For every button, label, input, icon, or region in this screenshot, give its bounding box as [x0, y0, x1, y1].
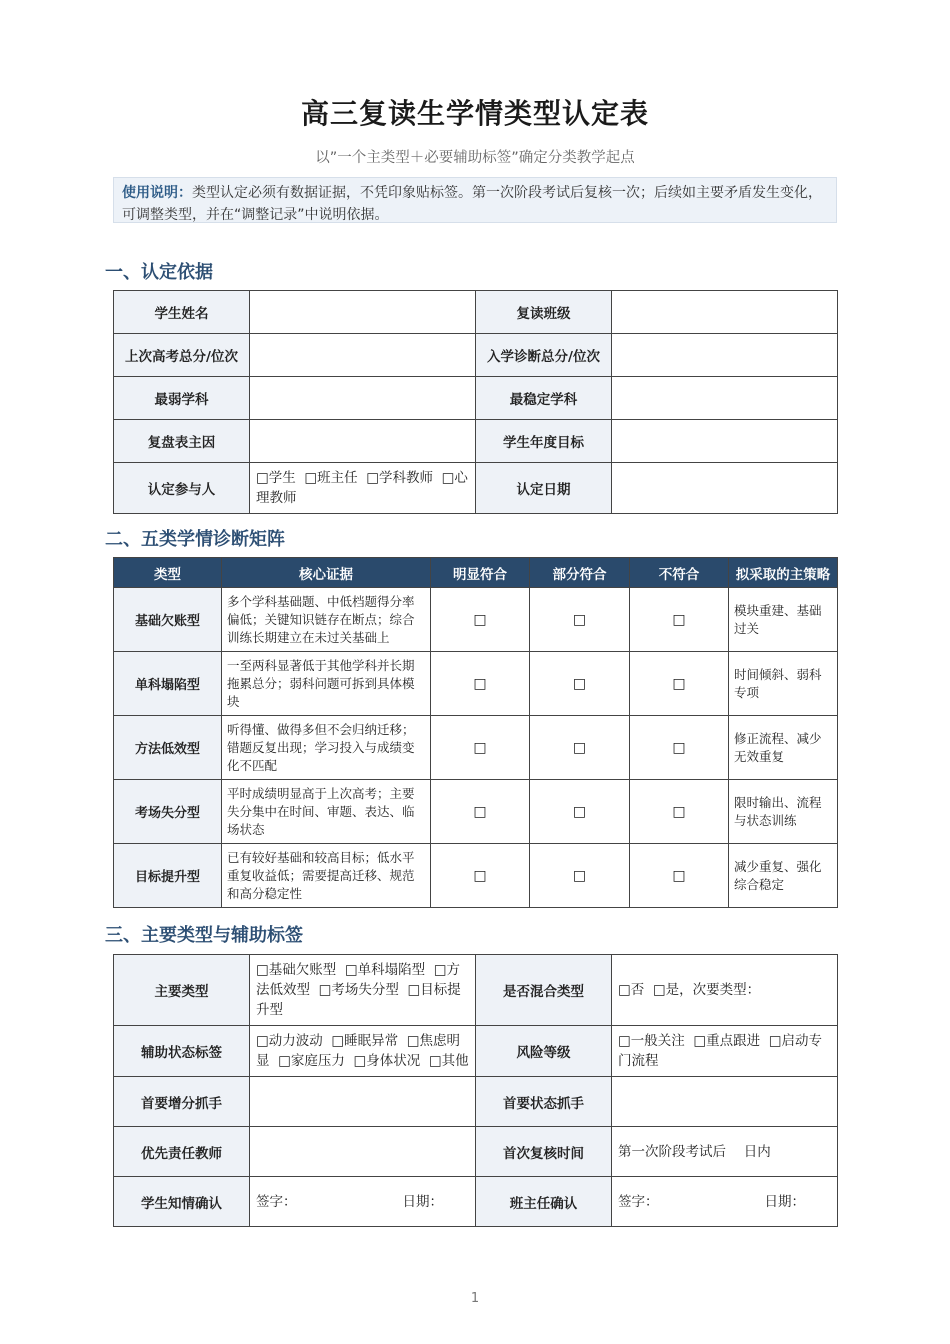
label-score-lever: 首要增分抓手: [114, 1077, 250, 1127]
date-label: 日期：: [402, 1193, 443, 1210]
row-evidence: 多个学科基础题、中低档题得分率偏低；关键知识链存在断点；综合训练长期建立在未过关基础上: [222, 588, 431, 652]
label-annual-goal: 学生年度目标: [476, 420, 612, 463]
sign-label: 签字：: [618, 1193, 659, 1210]
label-last-score: 上次高考总分/位次: [114, 334, 250, 377]
checkbox-special-process[interactable]: □启动专门流程: [618, 1033, 822, 1069]
page-subtitle: 以”一个主类型＋必要辅助标签”确定分类教学起点: [315, 150, 635, 166]
label-review-cause: 复盘表主因: [114, 420, 250, 463]
basis-table: [113, 290, 838, 514]
label-student-confirm: 学生知情确认: [114, 1177, 250, 1227]
label-class: 复读班级: [476, 291, 612, 334]
checkbox-clear-match[interactable]: □: [431, 780, 530, 844]
most-stable-field[interactable]: [612, 377, 838, 420]
checkbox-no-match[interactable]: □: [630, 844, 729, 908]
label-student-name: 学生姓名: [114, 291, 250, 334]
page-number: 1: [470, 1291, 480, 1306]
checkbox-partial-match[interactable]: □: [530, 844, 630, 908]
row-evidence: 已有较好基础和较高目标；低水平重复收益低；需要提高迁移、规范和高分稳定性: [222, 844, 431, 908]
annual-goal-field[interactable]: [612, 420, 838, 463]
table-row: [114, 588, 838, 652]
label-weakest: 最弱学科: [114, 377, 250, 420]
sign-label: 签字：: [256, 1193, 297, 1210]
row-type: 考场失分型: [114, 780, 222, 844]
label-participants: 认定参与人: [114, 463, 250, 514]
diagnosis-matrix: [113, 557, 838, 908]
checkbox-other[interactable]: □其他: [428, 1053, 469, 1069]
checkbox-health[interactable]: □身体状况: [353, 1053, 421, 1069]
label-mixed-type: 是否混合类型: [476, 955, 612, 1026]
checkbox-general[interactable]: □一般关注: [618, 1033, 685, 1049]
checkbox-head-teacher[interactable]: □班主任: [304, 470, 358, 486]
state-lever-field[interactable]: [612, 1077, 838, 1127]
checkbox-key-follow[interactable]: □重点跟进: [693, 1033, 761, 1049]
row-type: 方法低效型: [114, 716, 222, 780]
review-cause-field[interactable]: [250, 420, 476, 463]
usage-note-text: 类型认定必须有数据证据，不凭印象贴标签。第一次阶段考试后复核一次；后续如主要矛盾发生变化，可调整类型，并在“调整记录”中说明依据。: [122, 185, 822, 223]
checkbox-single-subject[interactable]: □单科塌陷型: [344, 962, 426, 978]
checkbox-clear-match[interactable]: □: [431, 588, 530, 652]
label-most-stable: 最稳定学科: [476, 377, 612, 420]
checkbox-mixed-yes[interactable]: □是，次要类型：: [652, 982, 761, 998]
checkbox-family[interactable]: □家庭压力: [278, 1053, 345, 1069]
row-strategy: 时间倾斜、弱科专项: [729, 652, 838, 716]
usage-note: [113, 177, 837, 223]
row-evidence: 一至两科显著低于其他学科并长期拖累总分；弱科问题可拆到具体模块: [222, 652, 431, 716]
row-type: 单科塌陷型: [114, 652, 222, 716]
row-strategy: 限时输出、流程与状态训练: [729, 780, 838, 844]
checkbox-partial-match[interactable]: □: [530, 588, 630, 652]
checkbox-subject-teacher[interactable]: □学科教师: [366, 470, 433, 486]
score-lever-field[interactable]: [250, 1077, 476, 1127]
checkbox-no-match[interactable]: □: [630, 716, 729, 780]
header-evidence: 核心证据: [222, 558, 431, 588]
entry-score-field[interactable]: [612, 334, 838, 377]
checkbox-no-match[interactable]: □: [630, 588, 729, 652]
section-title-matrix: 二、五类学情诊断矩阵: [105, 529, 285, 550]
checkbox-motivation[interactable]: □动力波动: [256, 1033, 323, 1049]
recheck-time-value[interactable]: 第一次阶段考试后 日内: [612, 1127, 838, 1177]
date-field[interactable]: [612, 463, 838, 514]
label-date: 认定日期: [476, 463, 612, 514]
label-risk-level: 风险等级: [476, 1026, 612, 1077]
checkbox-clear-match[interactable]: □: [431, 652, 530, 716]
label-recheck-time: 首次复核时间: [476, 1127, 612, 1177]
header-partial-match: 部分符合: [530, 558, 630, 588]
student-name-field[interactable]: [250, 291, 476, 334]
header-strategy: 拟采取的主策略: [729, 558, 838, 588]
row-evidence: 听得懂、做得多但不会归纳迁移；错题反复出现；学习投入与成绩变化不匹配: [222, 716, 431, 780]
row-evidence: 平时成绩明显高于上次高考；主要失分集中在时间、审题、表达、临场状态: [222, 780, 431, 844]
teacher-field[interactable]: [250, 1127, 476, 1177]
matrix-header-row: [114, 558, 838, 588]
checkbox-method-inefficient[interactable]: □方法低效型: [256, 962, 460, 998]
label-state-lever: 首要状态抓手: [476, 1077, 612, 1127]
checkbox-clear-match[interactable]: □: [431, 716, 530, 780]
section-title-tags: 三、主要类型与辅助标签: [105, 925, 303, 946]
table-row: [114, 780, 838, 844]
head-sign-field[interactable]: [612, 1177, 838, 1227]
row-strategy: 模块重建、基础过关: [729, 588, 838, 652]
checkbox-mixed-no[interactable]: □否: [618, 982, 645, 998]
label-aux-tags: 辅助状态标签: [114, 1026, 250, 1077]
checkbox-basic-deficit[interactable]: □基础欠账型: [256, 962, 337, 978]
label-main-type: 主要类型: [114, 955, 250, 1026]
mixed-type-options: [612, 955, 838, 1026]
label-head-confirm: 班主任确认: [476, 1177, 612, 1227]
row-type: 基础欠账型: [114, 588, 222, 652]
header-no-match: 不符合: [630, 558, 729, 588]
checkbox-no-match[interactable]: □: [630, 652, 729, 716]
participants-options: [250, 463, 476, 514]
header-type: 类型: [114, 558, 222, 588]
page-title: 高三复读生学情类型认定表: [300, 97, 649, 130]
checkbox-partial-match[interactable]: □: [530, 716, 630, 780]
row-strategy: 修正流程、减少无效重复: [729, 716, 838, 780]
student-sign-field[interactable]: [250, 1177, 476, 1227]
table-row: [114, 844, 838, 908]
last-score-field[interactable]: [250, 334, 476, 377]
row-strategy: 减少重复、强化综合稳定: [729, 844, 838, 908]
risk-level-options: [612, 1026, 838, 1077]
checkbox-no-match[interactable]: □: [630, 780, 729, 844]
checkbox-exam-loss[interactable]: □考场失分型: [318, 982, 399, 998]
checkbox-partial-match[interactable]: □: [530, 652, 630, 716]
checkbox-target-improve[interactable]: □目标提升型: [256, 982, 461, 1018]
checkbox-partial-match[interactable]: □: [530, 780, 630, 844]
aux-tags-options: [250, 1026, 476, 1077]
usage-note-label: 使用说明：: [122, 185, 192, 201]
header-clear-match: 明显符合: [431, 558, 530, 588]
weakest-field[interactable]: [250, 377, 476, 420]
label-entry-score: 入学诊断总分/位次: [476, 334, 612, 377]
checkbox-student[interactable]: □学生: [256, 470, 296, 486]
checkbox-clear-match[interactable]: □: [431, 844, 530, 908]
date-label: 日期：: [764, 1193, 805, 1210]
checkbox-sleep[interactable]: □睡眠异常: [331, 1033, 399, 1049]
checkbox-anxiety[interactable]: □焦虑明显: [256, 1033, 460, 1069]
main-type-options: [250, 955, 476, 1026]
section-title-basis: 一、认定依据: [105, 262, 213, 283]
label-teacher: 优先责任教师: [114, 1127, 250, 1177]
checkbox-psych-teacher[interactable]: □心理教师: [256, 470, 468, 506]
table-row: [114, 652, 838, 716]
row-type: 目标提升型: [114, 844, 222, 908]
table-row: [114, 716, 838, 780]
class-field[interactable]: [612, 291, 838, 334]
tags-table: [113, 954, 838, 1227]
